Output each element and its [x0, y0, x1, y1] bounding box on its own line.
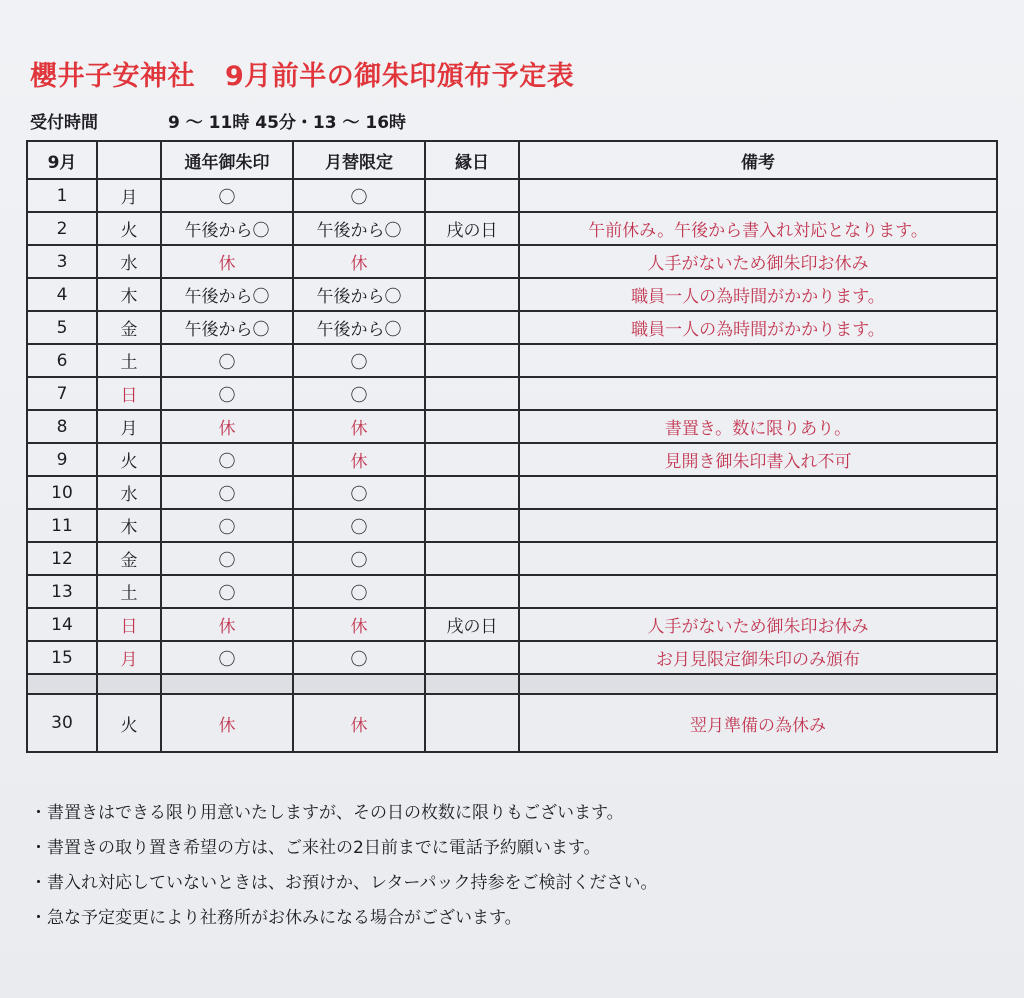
day-cell: 10: [27, 476, 97, 509]
table-row: [27, 575, 997, 608]
note-cell: 翌月準備の為休み: [519, 694, 997, 752]
weekday-cell: 土: [97, 575, 161, 608]
regular-cell: 〇: [161, 476, 293, 509]
note-cell: [519, 179, 997, 212]
day-cell: 12: [27, 542, 97, 575]
footnotes: [30, 796, 990, 936]
monthly-cell: 〇: [293, 179, 425, 212]
footnote: ・書置きはできる限り用意いたしますが、その日の枚数に限りもございます。: [30, 803, 624, 823]
day-cell: 2: [27, 212, 97, 245]
ennichi-cell: [425, 311, 519, 344]
monthly-cell: 〇: [293, 575, 425, 608]
header-weekday: [97, 141, 161, 179]
table-row: [27, 311, 997, 344]
weekday-cell: 月: [97, 641, 161, 674]
table-row: [27, 377, 997, 410]
day-cell: 1: [27, 179, 97, 212]
weekday-cell: 火: [97, 212, 161, 245]
gap-cell: [425, 674, 519, 694]
table-row: [27, 542, 997, 575]
note-cell: 職員一人の為時間がかかります。: [519, 278, 997, 311]
header-month: 9月: [27, 141, 97, 179]
weekday-cell: 水: [97, 476, 161, 509]
table-row: [27, 476, 997, 509]
regular-cell: 〇: [161, 443, 293, 476]
table-row: [27, 509, 997, 542]
gap-cell: [27, 674, 97, 694]
hours-value: 9 〜 11時 45分・13 〜 16時: [168, 113, 407, 133]
regular-cell: 〇: [161, 179, 293, 212]
monthly-cell: 休: [293, 608, 425, 641]
day-cell: 6: [27, 344, 97, 377]
regular-cell: 休: [161, 245, 293, 278]
footnote: ・急な予定変更により社務所がお休みになる場合がございます。: [30, 908, 522, 928]
monthly-cell: 〇: [293, 377, 425, 410]
ennichi-cell: 戌の日: [425, 608, 519, 641]
header-ennichi: 縁日: [425, 141, 519, 179]
ennichi-cell: [425, 694, 519, 752]
weekday-cell: 木: [97, 278, 161, 311]
regular-cell: 休: [161, 608, 293, 641]
regular-cell: 休: [161, 410, 293, 443]
note-cell: 職員一人の為時間がかかります。: [519, 311, 997, 344]
weekday-cell: 土: [97, 344, 161, 377]
note-cell: お月見限定御朱印のみ頒布: [519, 641, 997, 674]
ennichi-cell: [425, 509, 519, 542]
regular-cell: 〇: [161, 377, 293, 410]
table-row: [27, 179, 997, 212]
weekday-cell: 月: [97, 410, 161, 443]
header-notes: 備考: [519, 141, 997, 179]
ennichi-cell: [425, 377, 519, 410]
ennichi-cell: [425, 410, 519, 443]
monthly-cell: 休: [293, 694, 425, 752]
weekday-cell: 火: [97, 443, 161, 476]
note-cell: 書置き。数に限りあり。: [519, 410, 997, 443]
regular-cell: 午後から〇: [161, 278, 293, 311]
day-cell: 4: [27, 278, 97, 311]
table-header-row: [27, 141, 997, 179]
note-cell: [519, 476, 997, 509]
note-cell: [519, 377, 997, 410]
day-cell: 3: [27, 245, 97, 278]
note-cell: 午前休み。午後から書入れ対応となります。: [519, 212, 997, 245]
weekday-cell: 日: [97, 377, 161, 410]
ennichi-cell: [425, 542, 519, 575]
day-cell: 9: [27, 443, 97, 476]
hours-label: 受付時間: [30, 113, 98, 133]
reception-hours: [30, 108, 406, 133]
header-regular: 通年御朱印: [161, 141, 293, 179]
page-title: [30, 54, 574, 93]
monthly-cell: 〇: [293, 542, 425, 575]
regular-cell: 〇: [161, 344, 293, 377]
gap-cell: [519, 674, 997, 694]
ennichi-cell: 戌の日: [425, 212, 519, 245]
note-cell: [519, 542, 997, 575]
note-cell: 人手がないため御朱印お休み: [519, 245, 997, 278]
table-row: [27, 344, 997, 377]
monthly-cell: 休: [293, 443, 425, 476]
day-cell: 8: [27, 410, 97, 443]
day-cell: 11: [27, 509, 97, 542]
table-row: [27, 443, 997, 476]
gap-cell: [97, 674, 161, 694]
day-cell: 5: [27, 311, 97, 344]
weekday-cell: 金: [97, 542, 161, 575]
day-cell: 14: [27, 608, 97, 641]
shrine-name: 櫻井子安神社: [30, 61, 195, 92]
table-row: [27, 278, 997, 311]
regular-cell: 休: [161, 694, 293, 752]
note-cell: [519, 575, 997, 608]
weekday-cell: 月: [97, 179, 161, 212]
note-cell: 人手がないため御朱印お休み: [519, 608, 997, 641]
monthly-cell: 休: [293, 245, 425, 278]
monthly-cell: 午後から〇: [293, 311, 425, 344]
ennichi-cell: [425, 641, 519, 674]
weekday-cell: 日: [97, 608, 161, 641]
regular-cell: 〇: [161, 575, 293, 608]
weekday-cell: 金: [97, 311, 161, 344]
gap-cell: [293, 674, 425, 694]
day-cell: 7: [27, 377, 97, 410]
note-cell: [519, 344, 997, 377]
weekday-cell: 火: [97, 694, 161, 752]
note-cell: 見開き御朱印書入れ不可: [519, 443, 997, 476]
ennichi-cell: [425, 278, 519, 311]
weekday-cell: 水: [97, 245, 161, 278]
ennichi-cell: [425, 179, 519, 212]
monthly-cell: 〇: [293, 509, 425, 542]
gap-cell: [161, 674, 293, 694]
monthly-cell: 〇: [293, 476, 425, 509]
monthly-cell: 午後から〇: [293, 278, 425, 311]
regular-cell: 〇: [161, 509, 293, 542]
table-row: [27, 608, 997, 641]
monthly-cell: 休: [293, 410, 425, 443]
footnote: ・書置きの取り置き希望の方は、ご来社の2日前までに電話予約願います。: [30, 838, 601, 858]
regular-cell: 〇: [161, 641, 293, 674]
table-row: [27, 410, 997, 443]
ennichi-cell: [425, 443, 519, 476]
day-cell: 13: [27, 575, 97, 608]
footnote: ・書入れ対応していないときは、お預けか、レターパック持参をご検討ください。: [30, 873, 658, 893]
monthly-cell: 〇: [293, 344, 425, 377]
ennichi-cell: [425, 245, 519, 278]
table-row: [27, 641, 997, 674]
regular-cell: 午後から〇: [161, 212, 293, 245]
table-row: [27, 212, 997, 245]
ennichi-cell: [425, 575, 519, 608]
schedule-title: 9月前半の御朱印頒布予定表: [225, 61, 575, 92]
regular-cell: 午後から〇: [161, 311, 293, 344]
day-cell: 15: [27, 641, 97, 674]
table-row: [27, 245, 997, 278]
schedule-table: [26, 140, 998, 753]
regular-cell: 〇: [161, 542, 293, 575]
ennichi-cell: [425, 344, 519, 377]
monthly-cell: 午後から〇: [293, 212, 425, 245]
table-row: [27, 694, 997, 752]
ennichi-cell: [425, 476, 519, 509]
table-gap-row: [27, 674, 997, 694]
weekday-cell: 木: [97, 509, 161, 542]
note-cell: [519, 509, 997, 542]
monthly-cell: 〇: [293, 641, 425, 674]
header-monthly: 月替限定: [293, 141, 425, 179]
day-cell: 30: [27, 694, 97, 752]
